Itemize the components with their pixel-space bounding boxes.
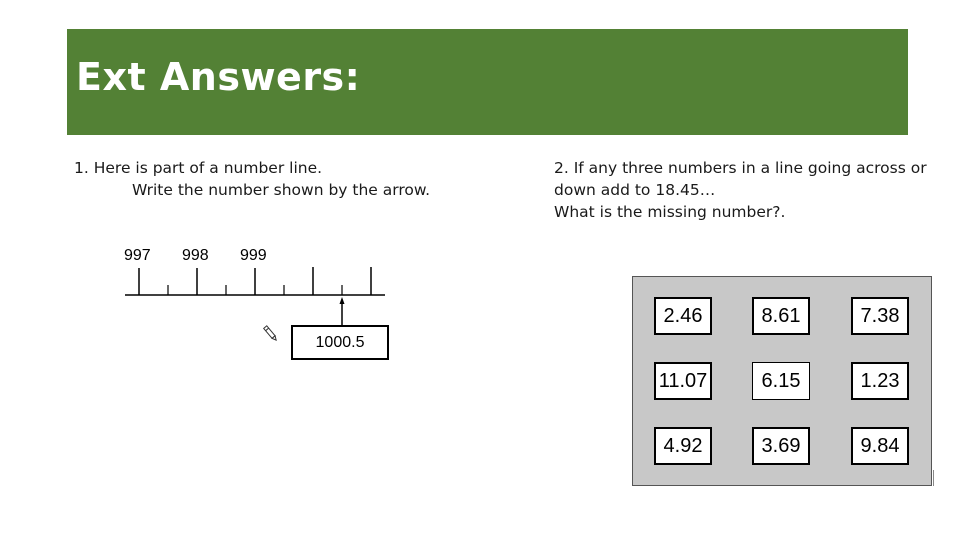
tick-label-997: 997: [124, 247, 151, 264]
tick-label-998: 998: [182, 247, 209, 264]
grid-cell: 1.23: [851, 362, 909, 400]
pencil-icon: [262, 323, 280, 345]
question2-question: What is the missing number?.: [554, 203, 786, 221]
text-cursor: [933, 470, 934, 486]
number-grid: [632, 276, 932, 486]
number-line: [120, 262, 390, 332]
arrow-head: [340, 297, 345, 304]
grid-cell: 8.61: [752, 297, 810, 335]
page-title: Ext Answers:: [76, 55, 361, 99]
question1-prompt: 1. Here is part of a number line.: [74, 159, 323, 177]
question2-prompt: 2. If any three numbers in a line going across or: [554, 159, 927, 177]
question1-instruction: Write the number shown by the arrow.: [132, 181, 431, 199]
header-banner: [67, 29, 908, 135]
question2-prompt-continued: down add to 18.45…: [554, 181, 716, 199]
grid-cell: 4.92: [654, 427, 712, 465]
grid-cell: 3.69: [752, 427, 810, 465]
grid-cell: 7.38: [851, 297, 909, 335]
grid-cell-missing: 6.15: [752, 362, 810, 400]
answer-box: 1000.5: [291, 325, 389, 360]
grid-cell: 9.84: [851, 427, 909, 465]
tick-label-999: 999: [240, 247, 267, 264]
grid-cell: 11.07: [654, 362, 712, 400]
grid-cell: 2.46: [654, 297, 712, 335]
